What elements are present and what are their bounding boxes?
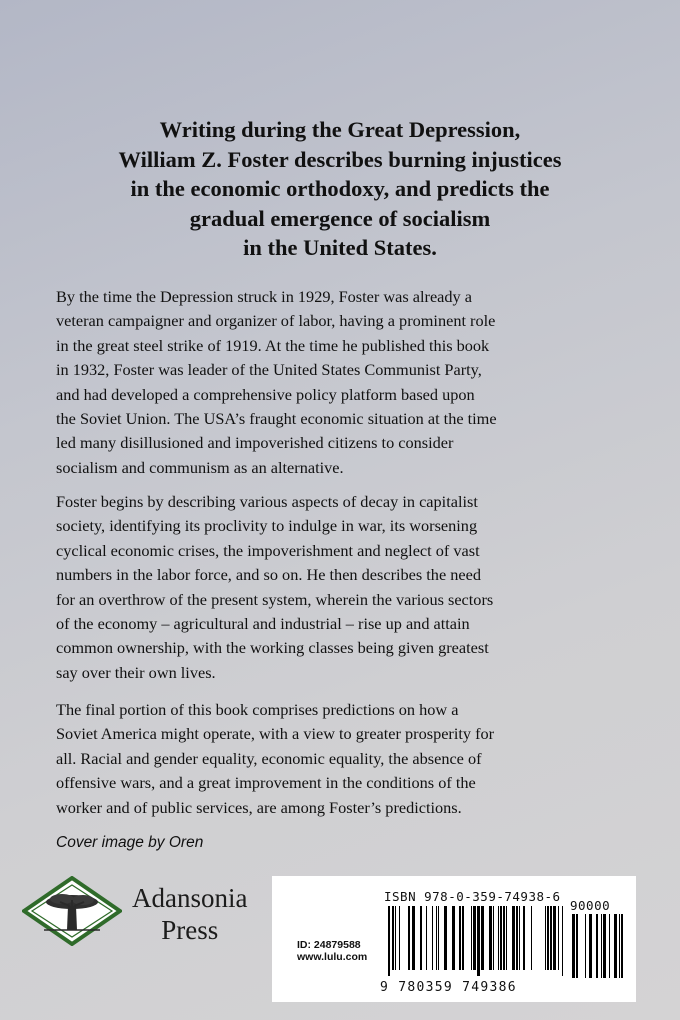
barcode-bar — [547, 906, 549, 970]
barcode-bar — [399, 906, 400, 970]
barcode-bar — [519, 906, 520, 970]
barcode-bar — [432, 906, 433, 970]
headline-line: in the United States. — [243, 235, 437, 260]
barcode-bar — [545, 906, 546, 970]
paragraph-line: in 1932, Foster was leader of the United States Communist Party, — [56, 360, 482, 380]
lulu-id-number: ID: 24879588 — [297, 939, 361, 951]
lulu-id-block — [297, 939, 367, 963]
barcode-bar — [473, 906, 476, 970]
paragraph-line: society, identifying its proclivity to indulge in war, its worsening — [56, 516, 478, 536]
barcode-bar — [498, 906, 499, 970]
paragraph-line: Foster begins by describing various aspects of decay in capitalist — [56, 492, 478, 511]
paragraph-line: socialism and communism as an alternative. — [56, 457, 344, 477]
isbn-barcode-block — [272, 876, 636, 1002]
barcode-bar — [512, 906, 515, 970]
paragraph-line: common ownership, with the working classes being given greatest — [56, 638, 489, 658]
publisher-name — [132, 882, 247, 946]
headline-line: gradual emergence of socialism — [189, 205, 491, 231]
paragraph-line: and had developed a comprehensive policy platform based upon — [56, 384, 475, 404]
barcode-bar — [614, 914, 617, 978]
barcode-bar — [596, 914, 598, 978]
barcode-bar — [585, 914, 586, 978]
barcode-bar — [392, 906, 394, 970]
barcode-bar — [493, 906, 494, 970]
barcode-bar — [426, 906, 427, 970]
barcode-bar — [589, 914, 592, 978]
publisher-line-2: Press — [161, 915, 219, 945]
ean-digits: 9 780359 749386 — [380, 980, 517, 995]
barcode-bar — [523, 906, 525, 970]
barcode-bar — [503, 906, 505, 970]
paragraph-line: By the time the Depression struck in 1929, Foster was already a — [56, 287, 472, 306]
paragraph-line: Soviet America might operate, with a view to greater prosperity for — [56, 724, 495, 744]
barcode-bar — [572, 914, 575, 978]
headline-line: Writing during the Great Depression, — [159, 117, 521, 142]
isbn-label: ISBN 978-0-359-74938-6 — [384, 889, 561, 904]
price-addon-label: 90000 — [570, 898, 611, 913]
barcode-bar — [388, 906, 390, 976]
addon-barcode-bars — [572, 914, 626, 984]
paragraph-line: all. Racial and gender equality, economic equality, the absence of — [56, 748, 482, 768]
paragraph-line: say over their own lives. — [56, 662, 216, 682]
paragraph-line: of the economy – agricultural and industrial – rise up and attain — [56, 614, 470, 634]
barcode-bar — [436, 906, 437, 970]
barcode-bar — [500, 906, 502, 970]
barcode-bar — [621, 914, 623, 978]
barcode-bar — [619, 914, 620, 978]
blurb-paragraph-2 — [56, 490, 636, 685]
barcode-bar — [444, 906, 447, 970]
paragraph-line: worker and of public services, are among Foster’s predictions. — [56, 797, 462, 817]
headline-line: in the economic orthodoxy, and predicts the — [130, 176, 550, 201]
barcode-bar — [489, 906, 492, 970]
paragraph-line: in the great steel strike of 1919. At the time he published this book — [56, 335, 490, 355]
paragraph-line: the Soviet Union. The USA’s fraught economic situation at the time — [56, 409, 497, 429]
paragraph-line: cyclical economic crises, the impoverishment and neglect of vast — [56, 540, 480, 560]
barcode-bar — [420, 906, 422, 970]
barcode-bar — [531, 906, 532, 970]
barcode-bar — [471, 906, 472, 970]
back-cover-headline — [40, 115, 640, 263]
barcode-bar — [603, 914, 606, 978]
barcode-bar — [395, 906, 396, 970]
ean13-barcode-bars — [388, 906, 564, 976]
barcode-bar — [550, 906, 552, 970]
cover-image-credit: Cover image by Oren — [56, 834, 204, 851]
barcode-bar — [609, 914, 610, 978]
barcode-bar — [481, 906, 484, 970]
paragraph-line: offensive wars, and a great improvement in the conditions of the — [56, 773, 476, 793]
publisher-line-1: Adansonia — [132, 883, 248, 913]
blurb-paragraph-3 — [56, 698, 636, 820]
barcode-bar — [601, 914, 602, 978]
barcode-bar — [506, 906, 507, 970]
barcode-bar — [462, 906, 464, 970]
barcode-bar — [553, 906, 556, 970]
barcode-bar — [459, 906, 461, 970]
barcode-bar — [477, 906, 480, 976]
barcode-bar — [562, 906, 563, 976]
lulu-site: www.lulu.com — [297, 951, 368, 963]
headline-line: William Z. Foster describes burning injustices — [118, 146, 562, 172]
blurb-paragraph-1 — [56, 285, 636, 480]
barcode-bar — [412, 906, 415, 970]
barcode-bar — [452, 906, 455, 970]
paragraph-line: led many disillusioned and impoverished citizens to consider — [56, 433, 454, 453]
barcode-bar — [408, 906, 410, 970]
barcode-bar — [516, 906, 518, 970]
paragraph-line: The final portion of this book comprises predictions on how a — [56, 700, 459, 719]
paragraph-line: veteran campaigner and organizer of labor, having a prominent role — [56, 311, 496, 331]
paragraph-line: numbers in the labor force, and so on. He then describes the need — [56, 565, 481, 585]
baobab-tree-diamond-logo-icon — [22, 876, 122, 946]
barcode-bar — [576, 914, 578, 978]
barcode-bar — [438, 906, 439, 970]
barcode-bar — [558, 906, 559, 970]
paragraph-line: for an overthrow of the present system, wherein the various sectors — [56, 589, 494, 609]
